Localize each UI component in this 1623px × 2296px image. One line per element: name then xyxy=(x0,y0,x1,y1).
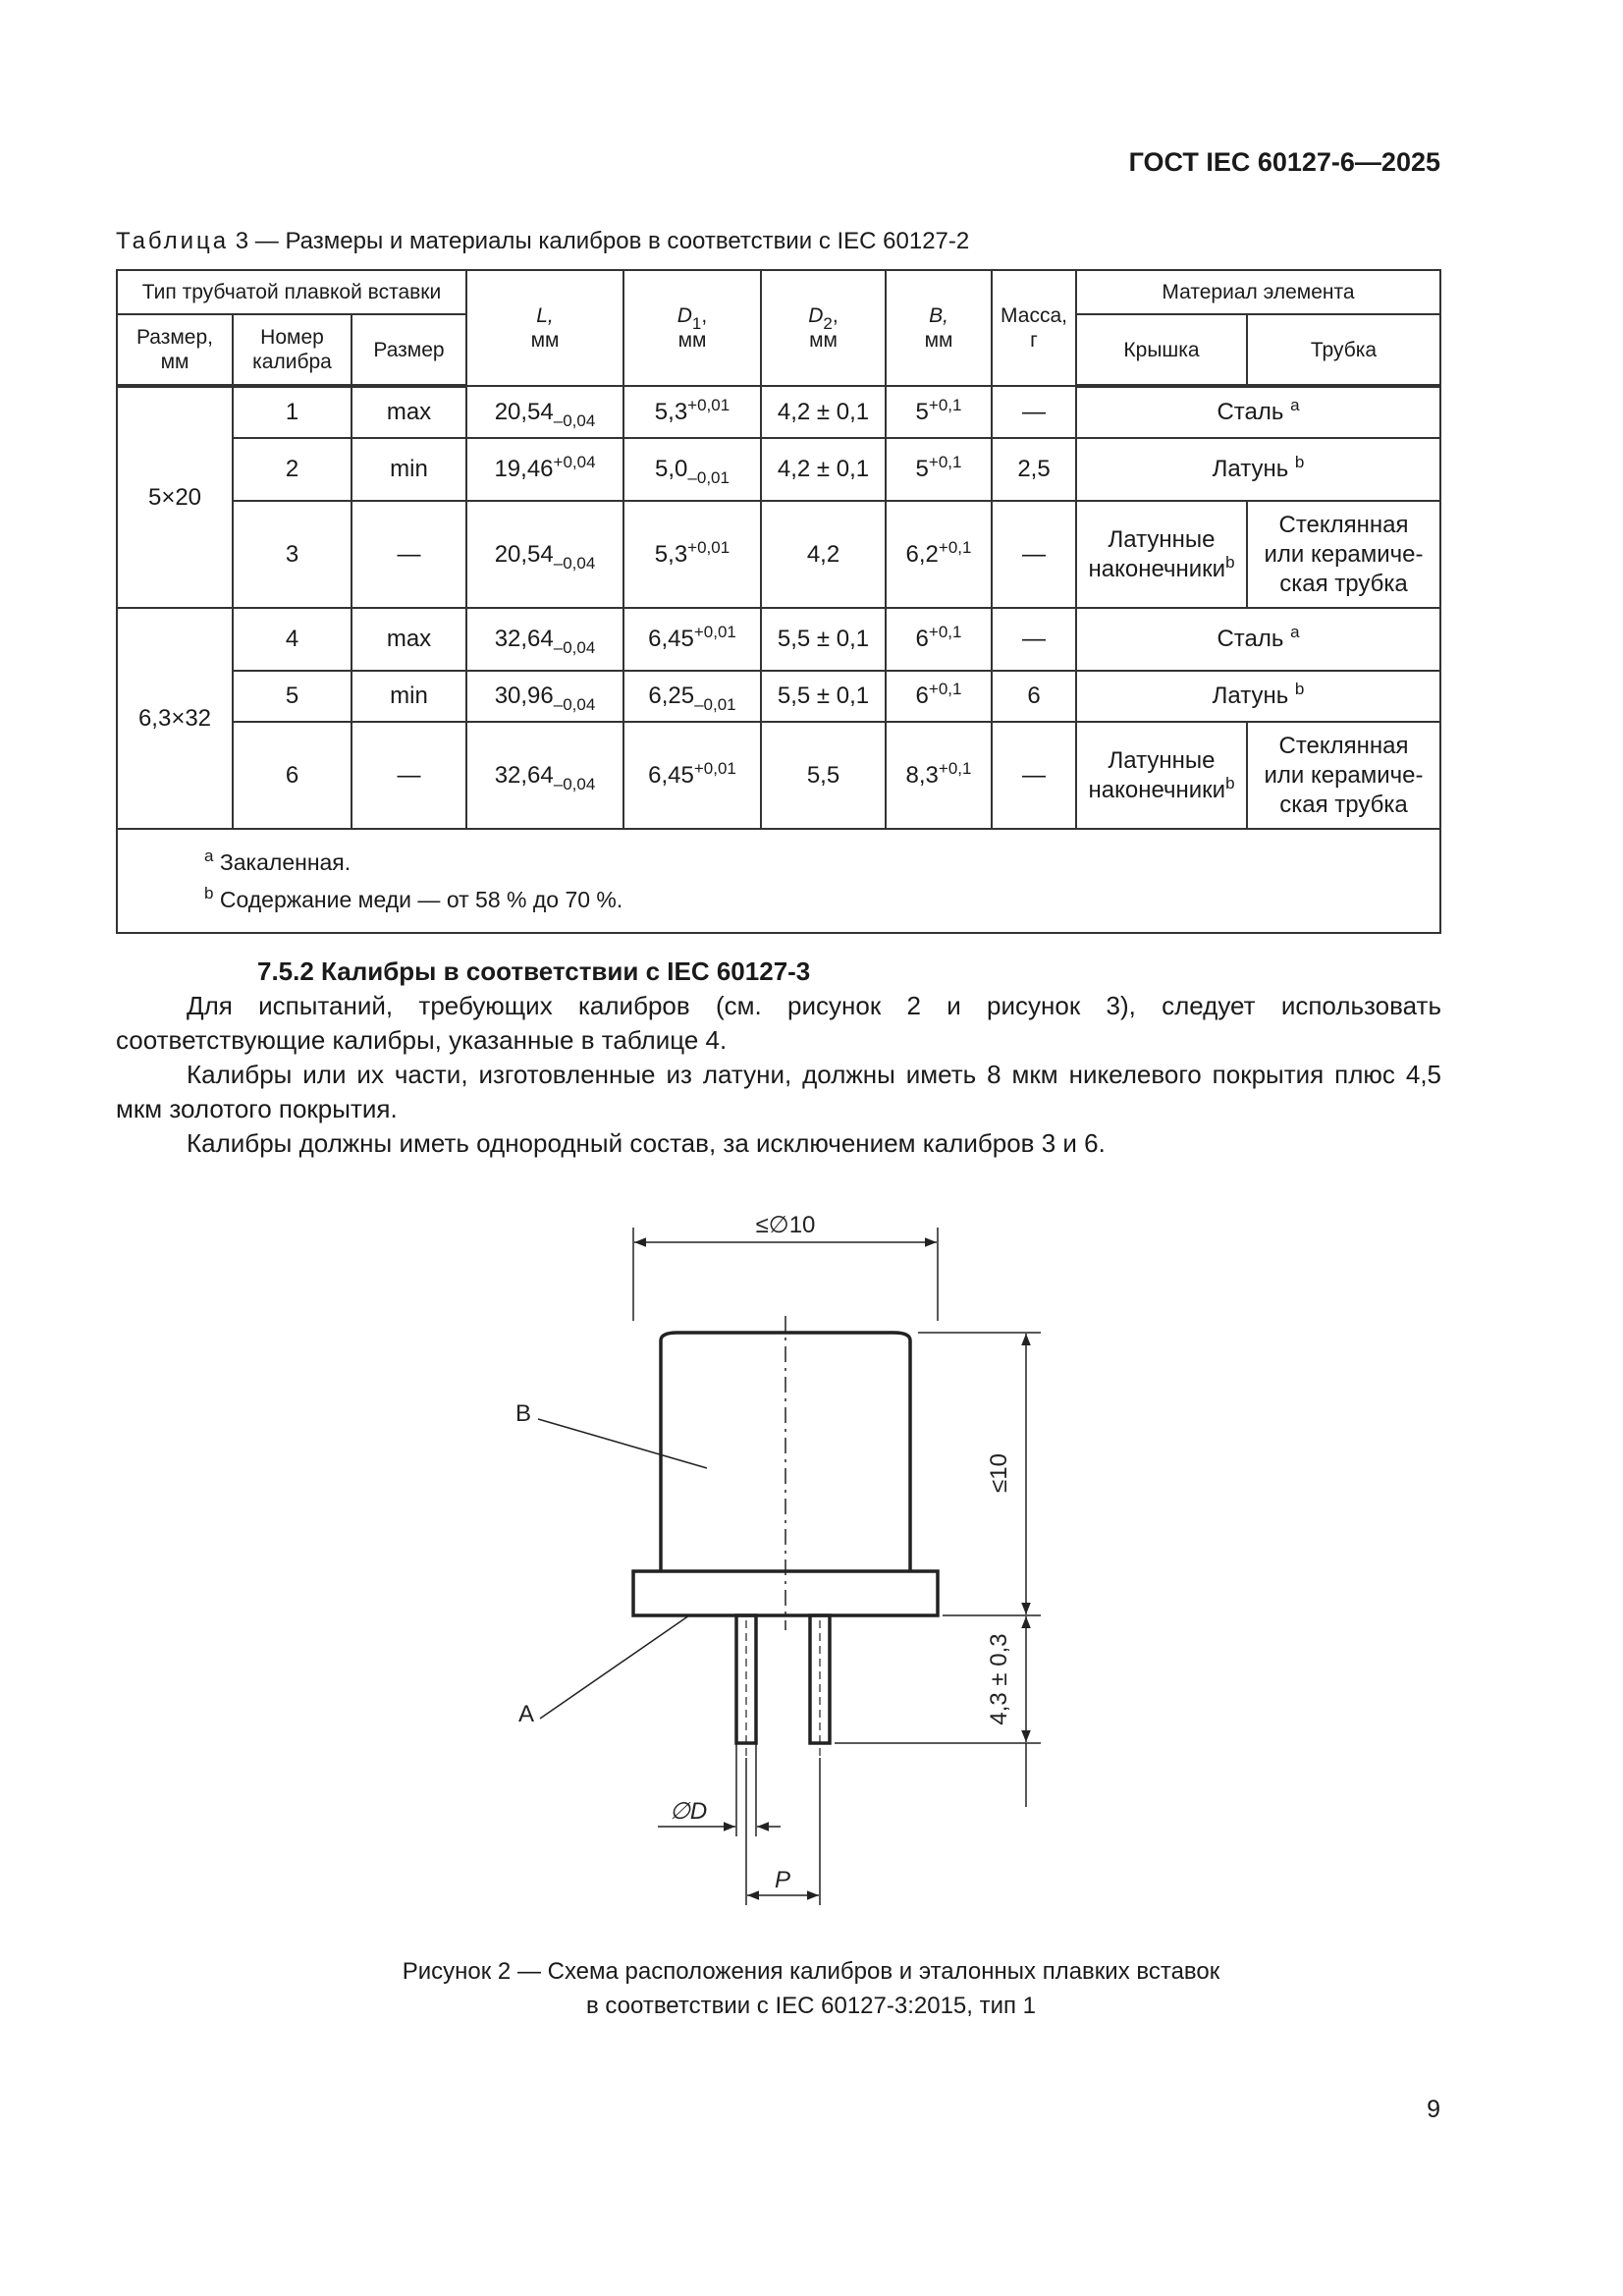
figure-caption-line: в соответствии с IEC 60127-3:2015, тип 1 xyxy=(585,1993,1037,2019)
mass-cell: — xyxy=(992,501,1076,608)
figure-caption xyxy=(222,1954,1400,2023)
table-caption-text: 3 — Размеры и материалы калибров в соответствии с IEC 60127-2 xyxy=(229,228,970,254)
header-mass: Масса, г xyxy=(992,270,1076,386)
section-7-5-2 xyxy=(116,955,1441,1161)
B-cell: $8,3^{+0,1}$ xyxy=(886,722,992,829)
mass-cell: — xyxy=(992,386,1076,438)
paragraph: Для испытаний, требующих калибров (см. рисунок 2 и рисунок 3), следует использовать соответствующие калибры, указанные в таблице 4. xyxy=(116,991,1441,1055)
mass-cell: — xyxy=(992,722,1076,829)
D1-cell: $6,45^{+0,01}$ xyxy=(623,722,761,829)
L-cell: $19,46^{+0,04}$ xyxy=(466,438,623,501)
header-size: Размер xyxy=(352,314,466,386)
table-row xyxy=(117,438,1440,501)
mass-cell: 6 xyxy=(992,671,1076,722)
leader-line-a xyxy=(540,1615,689,1719)
D2-cell: 5,5 ± 0,1 xyxy=(761,608,886,671)
header-L: L, мм xyxy=(466,270,623,386)
leader-line-b xyxy=(538,1419,707,1468)
gauge-cell: 4 xyxy=(233,608,352,671)
D1-cell: $5,3^{+0,01}$ xyxy=(623,501,761,608)
mass-cell: 2,5 xyxy=(992,438,1076,501)
label-top-dim: ≤∅10 xyxy=(755,1212,816,1238)
page-number: 9 xyxy=(1427,2096,1440,2123)
D2-cell: 5,5 ± 0,1 xyxy=(761,671,886,722)
size-cell: 5×20 xyxy=(117,386,233,608)
cap-cell: Латунные наконечники$^b$ xyxy=(1076,501,1247,608)
header-fuse-type: Тип трубчатой плавкой вставки xyxy=(117,270,466,314)
table-caption-lead: Таблица xyxy=(116,228,230,254)
size-limit-cell: min xyxy=(352,671,466,722)
D1-cell: $5,3^{+0,01}$ xyxy=(623,386,761,438)
header-material: Материал элемента xyxy=(1076,270,1440,314)
table-row xyxy=(117,722,1440,829)
D2-cell: 4,2 xyxy=(761,501,886,608)
material-cell: Латунь $^b$ xyxy=(1076,438,1440,501)
size-limit-cell: — xyxy=(352,722,466,829)
D2-cell: 4,2 ± 0,1 xyxy=(761,386,886,438)
D1-cell: $6,45^{+0,01}$ xyxy=(623,608,761,671)
table-note: $^a$ Закаленная. xyxy=(204,847,352,875)
B-cell: $5^{+0,1}$ xyxy=(886,438,992,501)
B-cell: $6,2^{+0,1}$ xyxy=(886,501,992,608)
cap-cell: Латунные наконечники$^b$ xyxy=(1076,722,1247,829)
mass-cell: — xyxy=(992,608,1076,671)
material-cell: Сталь $^a$ xyxy=(1076,386,1440,438)
label-height-dim: ≤10 xyxy=(986,1453,1012,1493)
table-row xyxy=(117,608,1440,671)
table-row xyxy=(117,386,1440,438)
label-pitch: P xyxy=(774,1867,791,1893)
figure-2-drawing xyxy=(471,1208,1080,1935)
header-tube: Трубка xyxy=(1247,314,1440,386)
tube-cell: Стеклянная или керамиче- ская трубка xyxy=(1247,722,1440,829)
L-cell: $20,54_{-0,04}$ xyxy=(466,386,623,438)
table-row xyxy=(117,501,1440,608)
B-cell: $6^{+0,1}$ xyxy=(886,608,992,671)
header-size-mm: Размер, мм xyxy=(117,314,233,386)
table-notes xyxy=(117,829,1440,933)
L-cell: $32,64_{-0,04}$ xyxy=(466,722,623,829)
size-limit-cell: — xyxy=(352,501,466,608)
D1-cell: $6,25_{-0,01}$ xyxy=(623,671,761,722)
paragraph: Калибры должны иметь однородный состав, за исключением калибров 3 и 6. xyxy=(187,1128,1106,1158)
gauge-cell: 1 xyxy=(233,386,352,438)
label-diam: ∅D xyxy=(670,1798,708,1825)
L-cell: $32,64_{-0,04}$ xyxy=(466,608,623,671)
header-D1: $D_1$, мм xyxy=(623,270,761,386)
B-cell: $5^{+0,1}$ xyxy=(886,386,992,438)
section-heading: 7.5.2 Калибры в соответствии с IEC 60127-3 xyxy=(257,957,811,986)
size-cell: 6,3×32 xyxy=(117,608,233,829)
D1-cell: $5,0_{-0,01}$ xyxy=(623,438,761,501)
gauge-cell: 5 xyxy=(233,671,352,722)
header-D2: $D_2$, мм xyxy=(761,270,886,386)
callout-b: B xyxy=(515,1400,532,1427)
L-cell: $20,54_{-0,04}$ xyxy=(466,501,623,608)
label-pin-dim: 4,3 ± 0,3 xyxy=(986,1633,1012,1725)
gauge-cell: 2 xyxy=(233,438,352,501)
tube-cell: Стеклянная или керамиче- ская трубка xyxy=(1247,501,1440,608)
document-id: ГОСТ IEC 60127-6—2025 xyxy=(1128,147,1440,177)
paragraph: Калибры или их части, изготовленные из латуни, должны иметь 8 мкм никелевого покрытия плюс 4,5 мкм золотого покрытия. xyxy=(116,1060,1441,1123)
gauges-table xyxy=(116,269,1441,934)
figure-caption-line: Рисунок 2 — Схема расположения калибров и эталонных плавких вставок xyxy=(402,1958,1220,1985)
size-limit-cell: min xyxy=(352,438,466,501)
gauge-cell: 6 xyxy=(233,722,352,829)
table-row xyxy=(117,671,1440,722)
gauge-cell: 3 xyxy=(233,501,352,608)
D2-cell: 5,5 xyxy=(761,722,886,829)
size-limit-cell: max xyxy=(352,386,466,438)
header-gauge-no: Номер калибра xyxy=(233,314,352,386)
D2-cell: 4,2 ± 0,1 xyxy=(761,438,886,501)
header-B: B, мм xyxy=(886,270,992,386)
B-cell: $6^{+0,1}$ xyxy=(886,671,992,722)
table-note: $^b$ Содержание меди — от 58 % до 70 %. xyxy=(204,884,623,912)
L-cell: $30,96_{-0,04}$ xyxy=(466,671,623,722)
header-cap: Крышка xyxy=(1076,314,1247,386)
size-limit-cell: max xyxy=(352,608,466,671)
material-cell: Сталь $^a$ xyxy=(1076,608,1440,671)
table-caption xyxy=(116,228,969,255)
material-cell: Латунь $^b$ xyxy=(1076,671,1440,722)
callout-a: A xyxy=(518,1701,535,1727)
